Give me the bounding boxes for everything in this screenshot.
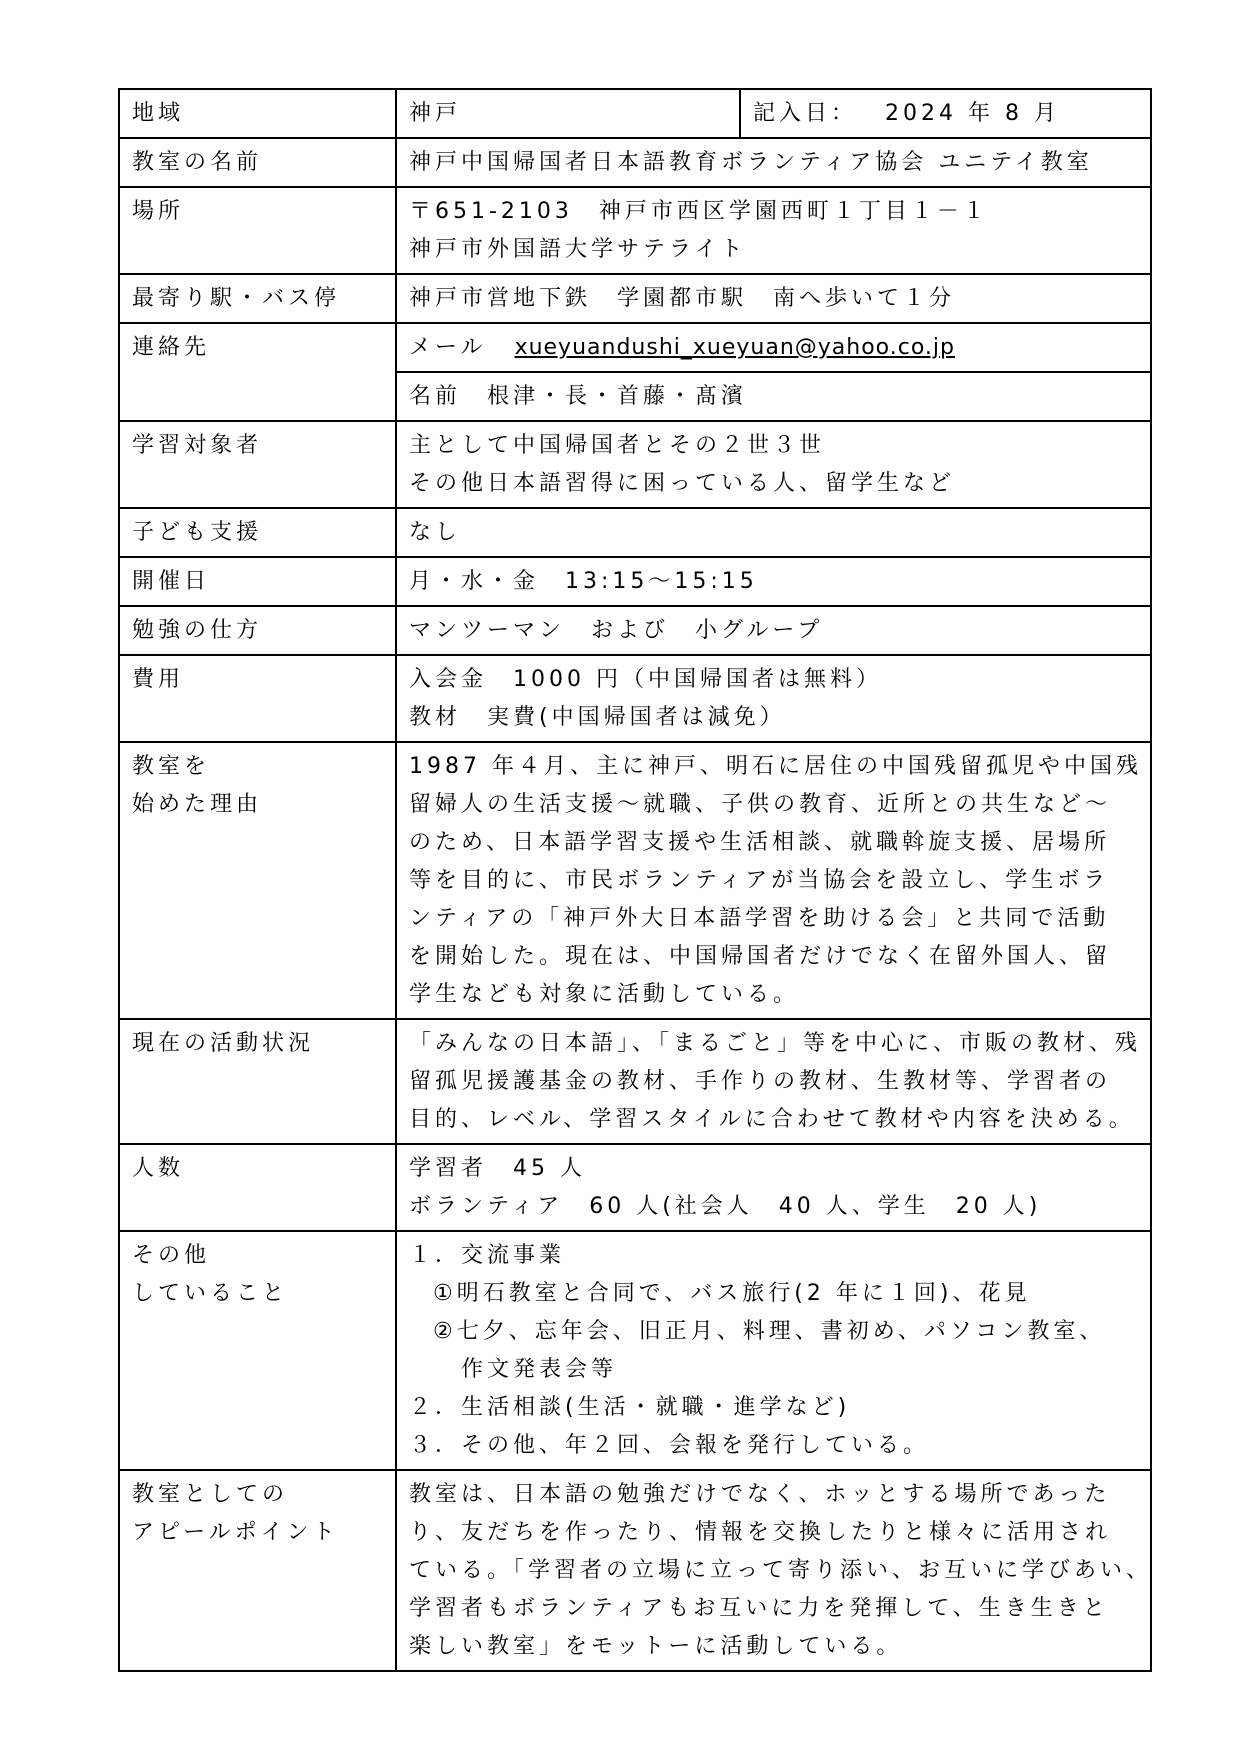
row-nearest-station: [119, 274, 1151, 323]
headcount-line: ボランティア 60 人(社会人 40 人、学生 20 人): [409, 1194, 1042, 1219]
target-learners-value: [396, 421, 1151, 508]
date-label: 記入日：: [753, 101, 858, 126]
reason-line: 等を目的に、市民ボランティアが当協会を設立し、学生ボラ: [409, 868, 1110, 893]
station-label: 最寄り駅・バス停: [119, 274, 396, 323]
study-method-value: マンツーマン および 小グループ: [396, 606, 1151, 655]
reason-line: 留婦人の生活支援～就職、子供の教育、近所との共生など～: [409, 792, 1112, 817]
appeal-label-line: 教室としての: [132, 1482, 289, 1507]
classroom-info-table: [118, 88, 1152, 1672]
other-activities-line: ２．生活相談(生活・就職・進学など): [409, 1395, 851, 1420]
row-headcount: [119, 1144, 1151, 1231]
row-fees: [119, 655, 1151, 742]
fees-line: 教材 実費(中国帰国者は減免）: [409, 705, 786, 730]
reason-label-line: 教室を: [132, 754, 211, 779]
appeal-line: 楽しい教室」をモットーに活動している。: [409, 1634, 903, 1659]
region-label: 地域: [119, 89, 396, 138]
entry-date: [740, 89, 1151, 138]
fees-value: [396, 655, 1151, 742]
other-activities-label: [119, 1231, 396, 1470]
contact-email-cell: [396, 323, 1151, 372]
date-value: 2024 年 8 月: [885, 101, 1060, 126]
target-learners-line: 主として中国帰国者とその２世３世: [409, 433, 826, 458]
fees-label: 費用: [119, 655, 396, 742]
other-activities-line: ②七夕、忘年会、旧正月、料理、書初め、パソコン教室、: [433, 1319, 1106, 1344]
row-reason: [119, 742, 1151, 1019]
other-label-line: していること: [132, 1281, 289, 1306]
appeal-line: ている。「学習者の立場に立って寄り添い、お互いに学びあい、: [409, 1558, 1153, 1583]
headcount-value: [396, 1144, 1151, 1231]
current-activities-line: 留孤児援護基金の教材、手作りの教材、生教材等、学習者の: [409, 1069, 1112, 1094]
email-label: メール: [409, 335, 487, 360]
row-study-method: [119, 606, 1151, 655]
appeal-label-line: アピールポイント: [132, 1520, 339, 1545]
reason-line: を開始した。現在は、中国帰国者だけでなく在留外国人、留: [409, 944, 1112, 969]
station-value: 神戸市営地下鉄 学園都市駅 南へ歩いて１分: [396, 274, 1151, 323]
child-support-label: 子ども支援: [119, 508, 396, 557]
location-line: 神戸市外国語大学サテライト: [409, 237, 747, 262]
reason-line: 学生なども対象に活動している。: [409, 982, 800, 1007]
row-classroom-name: [119, 138, 1151, 187]
email-link[interactable]: xueyuandushi_xueyuan@yahoo.co.jp: [514, 335, 955, 360]
reason-label-line: 始めた理由: [132, 792, 263, 817]
other-activities-line: 作文発表会等: [461, 1357, 618, 1382]
fees-line: 入会金 1000 円（中国帰国者は無料）: [409, 667, 882, 692]
row-current-activities: [119, 1019, 1151, 1144]
child-support-value: なし: [396, 508, 1151, 557]
row-region: [119, 89, 1151, 138]
other-activities-line: ①明石教室と合同で、バス旅行(2 年に１回)、花見: [433, 1281, 1031, 1306]
reason-line: ンティアの「神戸外大日本語学習を助ける会」と共同で活動: [409, 906, 1110, 931]
row-child-support: [119, 508, 1151, 557]
reason-line: のため、日本語学習支援や生活相談、就職斡旋支援、居場所: [409, 830, 1111, 855]
appeal-line: り、友だちを作ったり、情報を交換したりと様々に活用され: [409, 1520, 1112, 1545]
contact-label: 連絡先: [119, 323, 396, 421]
appeal-line: 教室は、日本語の勉強だけでなく、ホッとする場所であった: [409, 1482, 1111, 1507]
appeal-line: 学習者もボランティアもお互いに力を発揮して、生き生きと: [409, 1596, 1109, 1621]
current-activities-line: 「みんなの日本語」、「まるごと」等を中心に、市販の教材、残: [409, 1031, 1142, 1056]
location-value: [396, 187, 1151, 274]
other-activities-line: ３．その他、年２回、会報を発行している。: [409, 1433, 930, 1458]
appeal-label: [119, 1470, 396, 1671]
classroom-name-label: 教室の名前: [119, 138, 396, 187]
other-activities-value: [396, 1231, 1151, 1470]
location-label: 場所: [119, 187, 396, 274]
row-appeal: [119, 1470, 1151, 1671]
contact-names: 名前 根津・長・首藤・髙濱: [396, 372, 1151, 421]
schedule-label: 開催日: [119, 557, 396, 606]
current-activities-value: [396, 1019, 1151, 1144]
current-activities-label: 現在の活動状況: [119, 1019, 396, 1144]
reason-line: 1987 年４月、主に神戸、明石に居住の中国残留孤児や中国残: [409, 754, 1142, 779]
other-activities-line: １．交流事業: [409, 1243, 566, 1268]
appeal-value: [396, 1470, 1151, 1671]
reason-value: [396, 742, 1151, 1019]
schedule-value: 月・水・金 13:15～15:15: [396, 557, 1151, 606]
row-target-learners: [119, 421, 1151, 508]
row-contact-email: [119, 323, 1151, 372]
other-label-line: その他: [132, 1243, 211, 1268]
row-location: [119, 187, 1151, 274]
target-learners-line: その他日本語習得に困っている人、留学生など: [409, 471, 956, 496]
row-schedule: [119, 557, 1151, 606]
study-method-label: 勉強の仕方: [119, 606, 396, 655]
headcount-label: 人数: [119, 1144, 396, 1231]
row-other-activities: [119, 1231, 1151, 1470]
location-line: 〒651-2103 神戸市西区学園西町１丁目１－１: [409, 199, 989, 224]
classroom-name-value: 神戸中国帰国者日本語教育ボランティア協会 ユニテイ教室: [396, 138, 1151, 187]
reason-label: [119, 742, 396, 1019]
headcount-line: 学習者 45 人: [409, 1156, 586, 1181]
target-learners-label: 学習対象者: [119, 421, 396, 508]
region-value: 神戸: [396, 89, 740, 138]
current-activities-line: 目的、レベル、学習スタイルに合わせて教材や内容を決める。: [409, 1107, 1135, 1132]
